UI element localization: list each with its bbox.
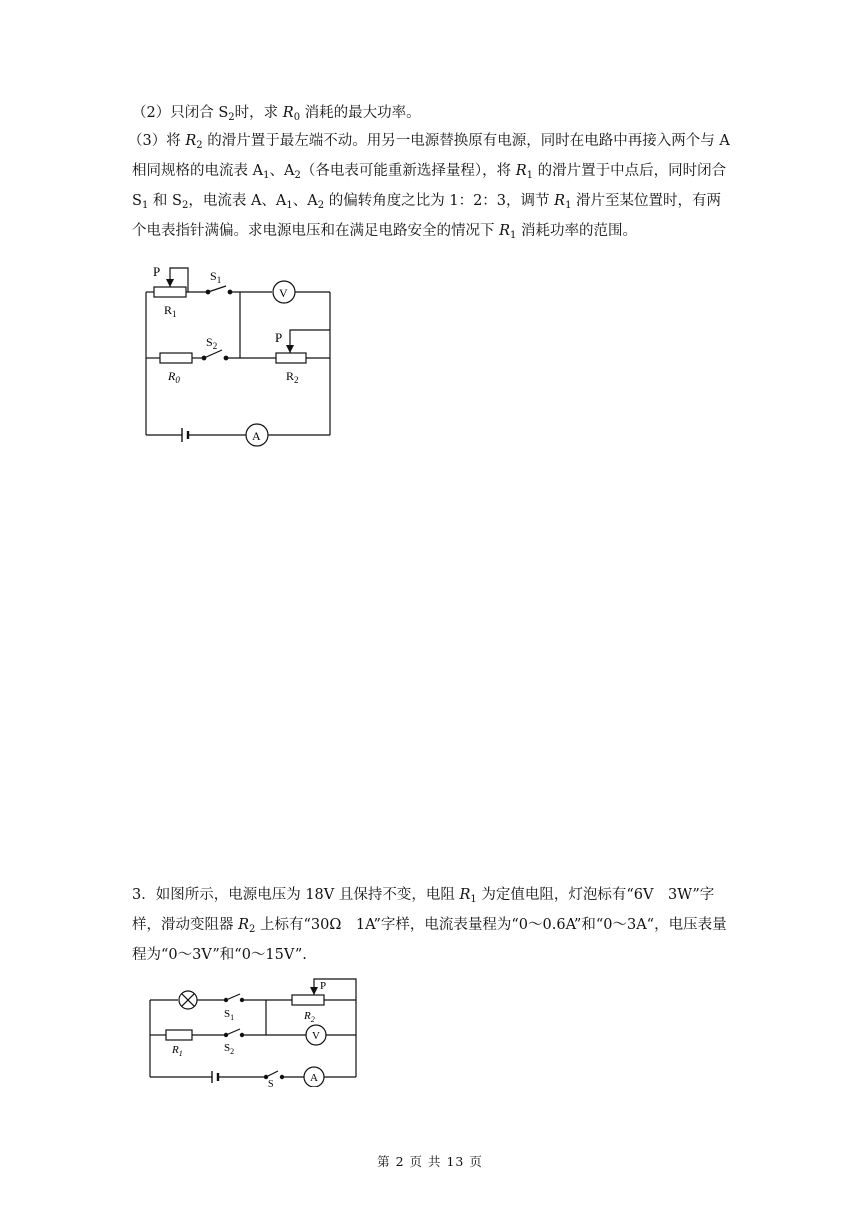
rheostat-r2 [276,353,306,363]
rheostat-r2 [292,995,324,1005]
label-r1: $R_1$ [172,1044,183,1058]
resistor-r1 [154,287,186,297]
resistor-r0 [160,353,192,363]
label-r0: $R_0$ [168,369,180,385]
circuit-1-svg [140,262,340,452]
label-p2: P [275,330,283,345]
question-part-3: （3）将 $R_2$ 的滑片置于最左端不动。用另一电源替换原有电源，同时在电路中再接入两个与 A 相同规格的电流表 $A_1$、$A_2$（各电表可能重新选择量程），将 $R_1$ 的滑片置于中点后，同时闭合 $S_1$ 和 $S_2$，电流表 A、$A_1$、$A_2$ 的偏转角度之比为 1：2：3，调节 $R_1$ 滑片至某位置时，有两个电表指针满偏。求电源电压和在满足电路安全的情况下 $R_1$ 消耗功率的范围。 [128,133,730,241]
label-s1: $S_1$ [224,1008,235,1022]
label-p1: P [153,264,161,279]
circuit-diagram-1 [140,262,340,452]
label-s: S [268,1079,274,1087]
label-v: V [279,286,288,300]
label-a: A [310,1072,318,1084]
resistor-r1 [166,1030,192,1040]
label-s2: $S_2$ [206,335,218,351]
label-r2: $R_2$ [304,1010,315,1024]
label-v: V [312,1030,320,1042]
question-3: 3．如图所示，电源电压为 18V 且保持不变，电阻 $R_1$ 为定值电阻，灯泡标有“6V 3W”字样，滑动变阻器 $R_2$ 上标有“30Ω 1A”字样，电流表量程为“0～0.6A”和“0～3A“，电压表量程为“0～3V”和“0～15V”. [132,887,727,963]
question-part-2: （2）只闭合 $S_2$时，求 $R_0$ 消耗的最大功率。 [132,105,421,123]
label-s1: $S_1$ [210,269,222,285]
label-r1: $R_1$ [164,303,177,319]
label-s2: $S_2$ [224,1042,235,1056]
label-r2: $R_2$ [286,369,299,385]
circuit-diagram-2 [144,975,364,1087]
page-footer: 第 2 页 共 13 页 [377,1154,483,1169]
circuit-2-svg [144,975,364,1087]
label-a: A [252,429,261,443]
label-p: P [320,980,327,992]
